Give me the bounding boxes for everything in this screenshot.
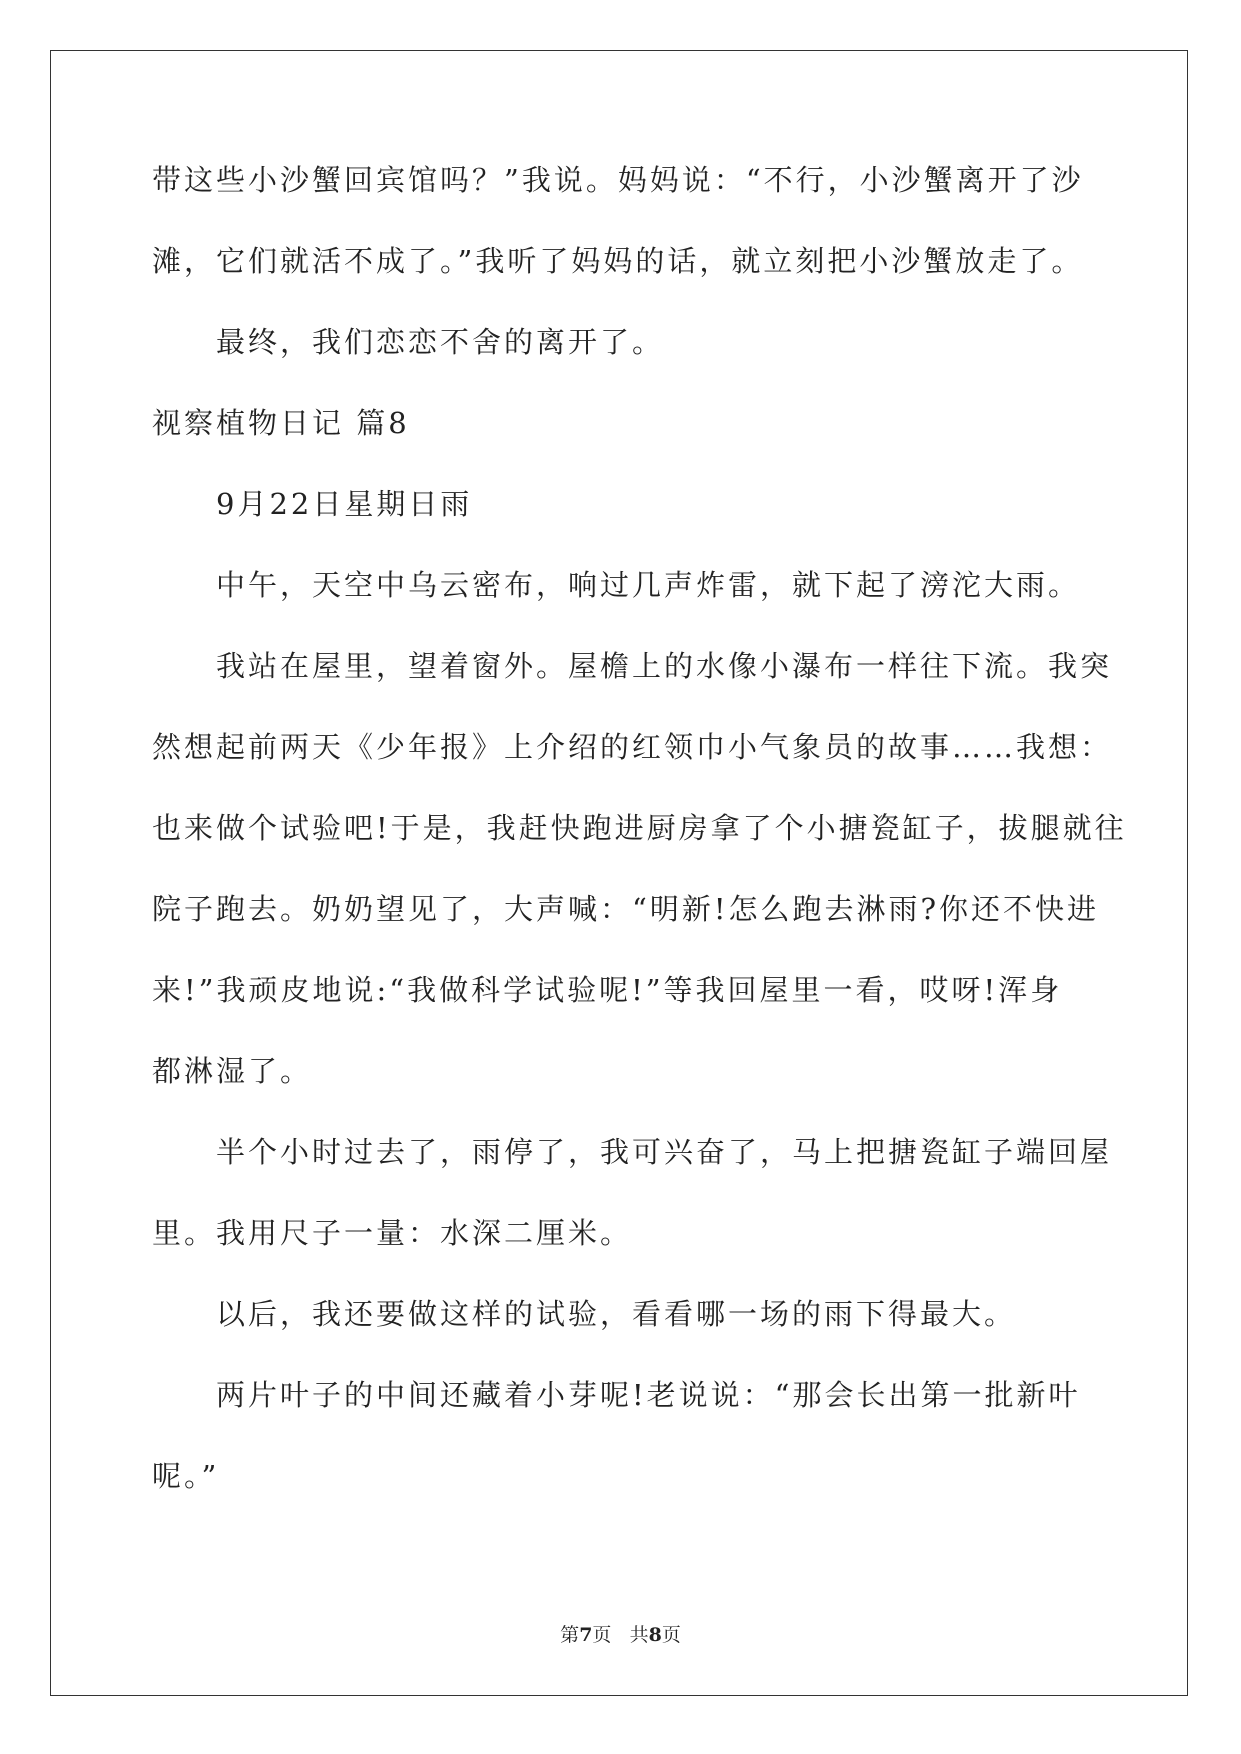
paragraph-line: 我站在屋里，望着窗外。屋檐上的水像小瀑布一样往下流。我突 [216, 649, 1113, 683]
footer-total-prefix: 共 [629, 1624, 649, 1646]
paragraph-line: 以后，我还要做这样的试验，看看哪一场的雨下得最大。 [216, 1297, 1017, 1331]
page-footer [0, 1620, 1241, 1647]
paragraph-line: 然想起前两天《少年报》上介绍的红领巾小气象员的故事……我想： [152, 730, 1113, 764]
paragraph-line: 来!”我顽皮地说:“我做科学试验呢!”等我回屋里一看，哎呀!浑身 [152, 973, 1063, 1007]
paragraph-line: 都淋湿了。 [152, 1054, 313, 1088]
paragraph-line: 呢。” [152, 1459, 220, 1493]
paragraph-line: 中午，天空中乌云密布，响过几声炸雷，就下起了滂沱大雨。 [216, 568, 1081, 602]
document-body [152, 160, 1127, 1537]
footer-prefix: 第 [560, 1624, 580, 1646]
paragraph-line: 院子跑去。奶奶望见了，大声喊：“明新!怎么跑去淋雨?你还不快进 [152, 892, 1100, 926]
total-pages-number: 8 [648, 1624, 662, 1646]
paragraph-line: 半个小时过去了，雨停了，我可兴奋了，马上把搪瓷缸子端回屋 [216, 1135, 1113, 1169]
diary-date: 9月22日星期日雨 [216, 487, 473, 521]
paragraph-line: 最终，我们恋恋不舍的离开了。 [216, 325, 665, 359]
current-page-number: 7 [579, 1624, 593, 1646]
paragraph-line: 里。我用尺子一量：水深二厘米。 [152, 1216, 633, 1250]
paragraph-line: 带这些小沙蟹回宾馆吗？”我说。妈妈说：“不行，小沙蟹离开了沙 [152, 163, 1084, 197]
footer-page-suffix: 页 [592, 1624, 612, 1646]
footer-total-suffix: 页 [661, 1624, 681, 1646]
section-heading: 视察植物日记 篇8 [152, 406, 410, 440]
paragraph-line: 两片叶子的中间还藏着小芽呢!老说说：“那会长出第一批新叶 [216, 1378, 1081, 1412]
paragraph-line: 滩，它们就活不成了。”我听了妈妈的话，就立刻把小沙蟹放走了。 [152, 244, 1084, 278]
paragraph-line: 也来做个试验吧!于是，我赶快跑进厨房拿了个小搪瓷缸子，拔腿就往 [152, 811, 1127, 845]
